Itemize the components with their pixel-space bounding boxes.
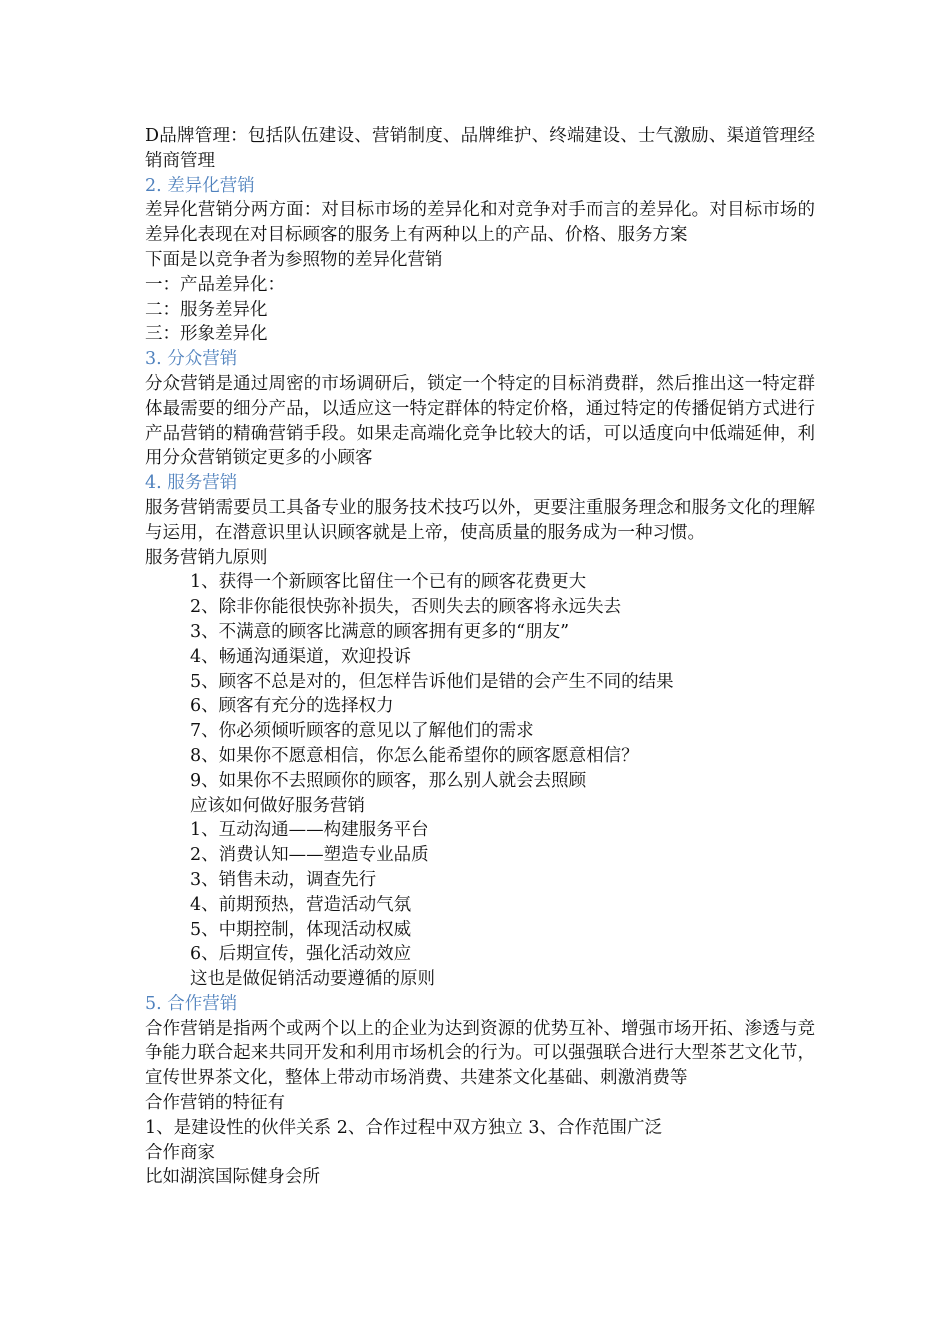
principle-item: 6、顾客有充分的选择权力	[190, 696, 394, 717]
diff-item-image: 三：形象差异化	[145, 324, 268, 345]
service-paragraph: 服务营销需要员工具备专业的服务技术技巧以外，更要注重服务理念和服务文化的理解与运用，在潜意识里认识顾客就是上帝，使高质量的服务成为一种习惯。	[145, 497, 815, 543]
how-to-note: 这也是做促销活动要遵循的原则	[190, 969, 435, 990]
principle-item: 9、如果你不去照顾你的顾客，那么别人就会去照顾	[190, 770, 587, 791]
principle-item: 4、畅通沟通渠道，欢迎投诉	[190, 646, 412, 667]
section-heading-segment: 3. 分众营销	[145, 349, 238, 370]
diff-item-service: 二：服务差异化	[145, 299, 268, 320]
principle-item: 1、获得一个新顾客比留住一个已有的顾客花费更大	[190, 572, 587, 593]
how-to-item: 6、后期宣传，强化活动效应	[190, 944, 412, 965]
how-to-item: 2、消费认知——塑造专业品质	[190, 845, 429, 866]
principle-item: 3、不满意的顾客比满意的顾客拥有更多的“朋友”	[190, 621, 570, 642]
principle-item: 2、除非你能很快弥补损失，否则失去的顾客将永远失去	[190, 597, 622, 618]
how-to-item: 5、中期控制，体现活动权威	[190, 919, 412, 940]
segment-paragraph: 分众营销是通过周密的市场调研后，锁定一个特定的目标消费群，然后推出这一特定群体最需要的细分产品，以适应这一特定群体的特定价格，通过特定的传播促销方式进行产品营销的精确营销手段。如果走高端化竞争比较大的话，可以适度向中低端延伸，利用分众营销锁定更多的小顾客	[145, 373, 815, 469]
how-to-item: 4、前期预热，营造活动气氛	[190, 894, 412, 915]
cooperation-paragraph: 合作营销是指两个或两个以上的企业为达到资源的优势互补、增强市场开拓、渗透与竞争能力联合起来共同开发和利用市场机会的行为。可以强强联合进行大型茶艺文化节，宣传世界茶文化，整体上带动市场消费、共建茶文化基础、刺激消费等	[145, 1018, 815, 1089]
section-heading-cooperation: 5. 合作营销	[145, 993, 238, 1014]
diff-item-product: 一：产品差异化：	[145, 274, 285, 295]
cooperation-features-title: 合作营销的特征有	[145, 1093, 285, 1114]
how-to-title: 应该如何做好服务营销	[190, 795, 365, 816]
how-to-item: 1、互动沟通——构建服务平台	[190, 820, 429, 841]
how-to-item: 3、销售未动，调查先行	[190, 869, 377, 890]
section-heading-service: 4. 服务营销	[145, 473, 238, 494]
document-body	[145, 124, 815, 1190]
cooperation-partners-title: 合作商家	[145, 1142, 215, 1163]
brand-management-paragraph: D品牌管理：包括队伍建设、营销制度、品牌维护、终端建设、士气激励、渠道管理经销商管理	[145, 126, 815, 171]
differentiation-paragraph: 差异化营销分两方面：对目标市场的差异化和对竞争对手而言的差异化。对目标市场的差异化表现在对目标顾客的服务上有两种以上的产品、价格、服务方案	[145, 200, 815, 246]
principle-item: 7、你必须倾听顾客的意见以了解他们的需求	[190, 721, 534, 742]
principle-item: 8、如果你不愿意相信，你怎么能希望你的顾客愿意相信？	[190, 745, 639, 766]
section-heading-differentiation: 2. 差异化营销	[145, 175, 255, 196]
service-principles-title: 服务营销九原则	[145, 547, 268, 568]
principle-item: 5、顾客不总是对的，但怎样告诉他们是错的会产生不同的结果	[190, 671, 674, 692]
differentiation-intro: 下面是以竞争者为参照物的差异化营销	[145, 249, 443, 270]
cooperation-partner-example: 比如湖滨国际健身会所	[145, 1167, 320, 1188]
cooperation-features: 1、是建设性的伙伴关系 2、合作过程中双方独立 3、合作范围广泛	[145, 1117, 663, 1138]
